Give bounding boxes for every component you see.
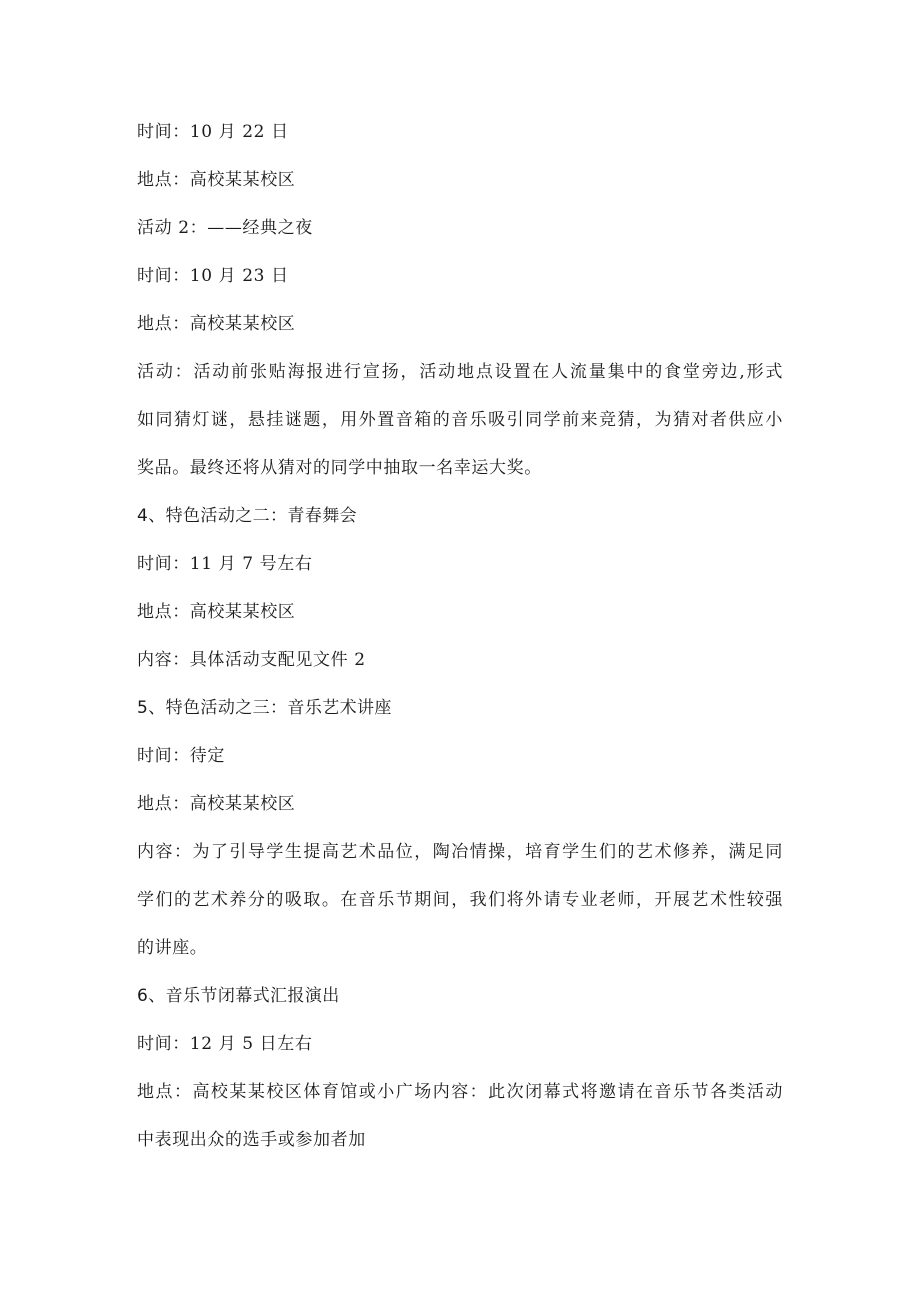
time-line: 时间：待定 bbox=[137, 746, 225, 766]
location-line: 地点：高校某某校区 bbox=[137, 314, 296, 334]
section-heading: 6、音乐节闭幕式汇报演出 bbox=[137, 986, 340, 1006]
location-line: 地点：高校某某校区 bbox=[137, 602, 296, 622]
location-line: 地点：高校某某校区 bbox=[137, 170, 296, 190]
paragraph-line: 学们的艺术养分的吸取。在音乐节期间，我们将外请专业老师，开展艺术性较强 bbox=[137, 890, 783, 910]
paragraph-line: 地点：高校某某校区体育馆或小广场内容：此次闭幕式将邀请在音乐节各类活动 bbox=[137, 1082, 783, 1102]
paragraph-line: 活动：活动前张贴海报进行宣扬，活动地点设置在人流量集中的食堂旁边,形式 bbox=[137, 362, 783, 382]
section-heading: 4、特色活动之二：青春舞会 bbox=[137, 506, 358, 526]
section-heading: 5、特色活动之三：音乐艺术讲座 bbox=[137, 698, 392, 718]
time-line: 时间：10 月 22 日 bbox=[137, 122, 289, 142]
location-line: 地点：高校某某校区 bbox=[137, 794, 296, 814]
content-line: 内容：具体活动支配见文件 2 bbox=[137, 650, 366, 670]
paragraph-line: 如同猜灯谜，悬挂谜题，用外置音箱的音乐吸引同学前来竞猜，为猜对者供应小 bbox=[137, 410, 783, 430]
time-line: 时间：10 月 23 日 bbox=[137, 266, 289, 286]
time-line: 时间：11 月 7 号左右 bbox=[137, 554, 313, 574]
time-line: 时间：12 月 5 日左右 bbox=[137, 1034, 313, 1054]
paragraph-line: 奖品。最终还将从猜对的同学中抽取一名幸运大奖。 bbox=[137, 458, 542, 478]
paragraph-line: 的讲座。 bbox=[137, 938, 208, 958]
paragraph-line: 内容：为了引导学生提高艺术品位，陶冶情操，培育学生们的艺术修养，满足同 bbox=[137, 842, 783, 862]
paragraph-line: 中表现出众的选手或参加者加 bbox=[137, 1130, 366, 1150]
activity-title-line: 活动 2：——经典之夜 bbox=[137, 218, 313, 238]
